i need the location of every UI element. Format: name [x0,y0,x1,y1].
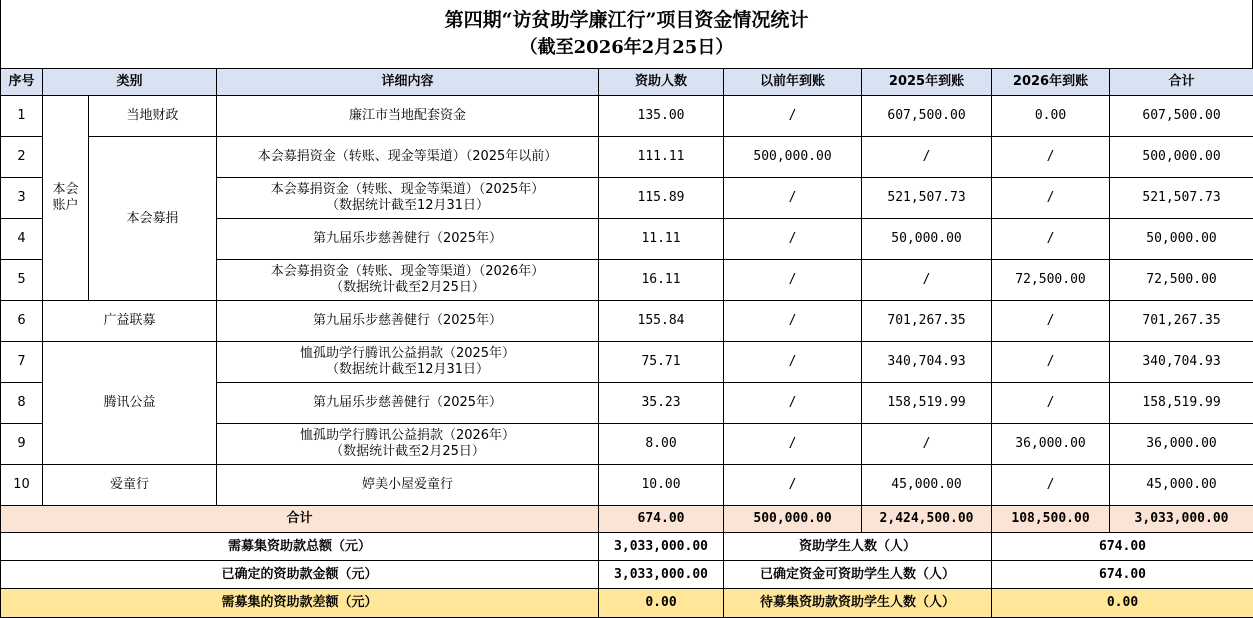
cell-tencent[interactable]: 腾讯公益 [43,342,217,465]
total-2026[interactable]: 108,500.00 [992,506,1110,533]
pending-students-label[interactable]: 待募集资助款资助学生人数（人） [724,589,992,618]
cell-detail[interactable]: 婷美小屋爱童行 [217,465,599,506]
cell-2025[interactable]: / [862,260,992,301]
cell-2025[interactable]: 701,267.35 [862,301,992,342]
cell-2026[interactable]: / [992,465,1110,506]
group-label-own-account: 本会账户 [52,182,79,213]
cell-total[interactable]: 36,000.00 [1110,424,1253,465]
summary-row-need [1,533,1253,561]
cell-total[interactable]: 340,704.93 [1110,342,1253,383]
confirmed-value[interactable]: 3,033,000.00 [599,561,724,589]
cell-no[interactable]: 4 [1,219,43,260]
cell-2025[interactable]: / [862,137,992,178]
total-row [1,506,1253,533]
table-header-row [1,69,1253,96]
cell-aitong[interactable]: 爱童行 [43,465,217,506]
header-2025[interactable]: 2025年到账 [862,69,992,96]
cell-detail[interactable] [217,260,599,301]
cell-detail[interactable] [217,424,599,465]
cell-guangyi[interactable]: 广益联募 [43,301,217,342]
detail-line: （数据统计截至12月31日） [325,362,490,377]
detail-line: 本会募捐资金（转账、现金等渠道）（2026年） [270,264,545,279]
cell-before[interactable]: / [724,383,862,424]
total-sum[interactable]: 3,033,000.00 [1110,506,1253,533]
cell-2026[interactable]: 72,500.00 [992,260,1110,301]
table-row [1,137,1253,178]
cell-before[interactable]: / [724,342,862,383]
header-no[interactable]: 序号 [1,69,43,96]
gap-label[interactable]: 需募集的资助款差额（元） [1,589,599,618]
cell-no[interactable]: 5 [1,260,43,301]
detail-line: （数据统计截至2月25日） [330,280,485,295]
confirmed-students-value[interactable]: 674.00 [992,561,1253,589]
cell-students[interactable]: 8.00 [599,424,724,465]
summary-row-confirmed [1,561,1253,589]
cell-total[interactable]: 607,500.00 [1110,96,1253,137]
cell-2026[interactable]: / [992,301,1110,342]
detail-line: （数据统计截至12月31日） [325,198,490,213]
cell-before[interactable]: / [724,260,862,301]
cell-no[interactable]: 8 [1,383,43,424]
detail-line: 恤孤助学行腾讯公益捐款（2025年） [299,346,516,361]
cell-own-fundraising[interactable]: 本会募捐 [89,137,217,301]
total-2025[interactable]: 2,424,500.00 [862,506,992,533]
cell-2026[interactable]: / [992,178,1110,219]
cell-local-finance[interactable]: 当地财政 [89,96,217,137]
need-total-value[interactable]: 3,033,000.00 [599,533,724,561]
cell-detail[interactable] [217,342,599,383]
cell-before[interactable]: / [724,465,862,506]
cell-total[interactable]: 72,500.00 [1110,260,1253,301]
cell-no[interactable]: 10 [1,465,43,506]
header-2026[interactable]: 2026年到账 [992,69,1110,96]
header-before[interactable]: 以前年到账 [724,69,862,96]
cell-2026[interactable]: / [992,137,1110,178]
page-title: 第四期“访贫助学廉江行”项目资金情况统计 [444,9,809,31]
cell-students[interactable]: 115.89 [599,178,724,219]
header-students[interactable]: 资助人数 [599,69,724,96]
cell-students[interactable]: 11.11 [599,219,724,260]
detail-line: 恤孤助学行腾讯公益捐款（2026年） [299,428,516,443]
cell-2025[interactable]: 45,000.00 [862,465,992,506]
cell-2026[interactable]: / [992,342,1110,383]
cell-2026[interactable]: 36,000.00 [992,424,1110,465]
total-students[interactable]: 674.00 [599,506,724,533]
header-detail[interactable]: 详细内容 [217,69,599,96]
cell-before[interactable]: / [724,96,862,137]
cell-before[interactable]: / [724,301,862,342]
table-row [1,96,1253,137]
cell-total[interactable]: 45,000.00 [1110,465,1253,506]
cell-no[interactable]: 3 [1,178,43,219]
confirmed-label[interactable]: 已确定的资助款金额（元） [1,561,599,589]
students-label[interactable]: 资助学生人数（人） [724,533,992,561]
cell-2026[interactable]: 0.00 [992,96,1110,137]
header-category[interactable]: 类别 [43,69,217,96]
cell-total[interactable]: 701,267.35 [1110,301,1253,342]
cell-2025[interactable]: / [862,424,992,465]
cell-no[interactable]: 9 [1,424,43,465]
header-total[interactable]: 合计 [1110,69,1253,96]
cell-detail[interactable]: 第九届乐步慈善健行（2025年） [217,219,599,260]
cell-detail[interactable]: 本会募捐资金（转账、现金等渠道）（2025年以前） [217,137,599,178]
table-row [1,301,1253,342]
confirmed-students-label[interactable]: 已确定资金可资助学生人数（人） [724,561,992,589]
cell-no[interactable]: 1 [1,96,43,137]
summary-row-gap [1,589,1253,618]
cell-2025[interactable]: 340,704.93 [862,342,992,383]
table-row [1,465,1253,506]
table-row [1,342,1253,383]
pending-students-value[interactable]: 0.00 [992,589,1253,618]
cell-no[interactable]: 2 [1,137,43,178]
cell-before[interactable]: 500,000.00 [724,137,862,178]
cell-students[interactable]: 10.00 [599,465,724,506]
cell-detail[interactable]: 第九届乐步慈善健行（2025年） [217,301,599,342]
cell-2025[interactable]: 521,507.73 [862,178,992,219]
cell-students[interactable]: 135.00 [599,96,724,137]
total-label[interactable]: 合计 [1,506,599,533]
cell-students[interactable]: 111.11 [599,137,724,178]
cell-students[interactable]: 16.11 [599,260,724,301]
need-total-label[interactable]: 需募集资助款总额（元） [1,533,599,561]
cell-students[interactable]: 75.71 [599,342,724,383]
cell-2025[interactable]: 607,500.00 [862,96,992,137]
detail-line: （数据统计截至2月25日） [330,444,485,459]
cell-detail[interactable] [217,178,599,219]
cell-2026[interactable]: / [992,383,1110,424]
cell-before[interactable]: / [724,424,862,465]
students-value[interactable]: 674.00 [992,533,1253,561]
detail-line: 本会募捐资金（转账、现金等渠道）（2025年） [270,182,545,197]
cell-group-own-account[interactable] [43,96,89,301]
cell-2025[interactable]: 50,000.00 [862,219,992,260]
cell-2025[interactable]: 158,519.99 [862,383,992,424]
total-before[interactable]: 500,000.00 [724,506,862,533]
cell-total[interactable]: 158,519.99 [1110,383,1253,424]
cell-students[interactable]: 35.23 [599,383,724,424]
title-block [0,0,1253,68]
cell-detail[interactable]: 廉江市当地配套资金 [217,96,599,137]
cell-detail[interactable]: 第九届乐步慈善健行（2025年） [217,383,599,424]
cell-before[interactable]: / [724,219,862,260]
cell-total[interactable]: 50,000.00 [1110,219,1253,260]
cell-students[interactable]: 155.84 [599,301,724,342]
funding-table [0,68,1253,618]
gap-value[interactable]: 0.00 [599,589,724,618]
cell-total[interactable]: 500,000.00 [1110,137,1253,178]
cell-total[interactable]: 521,507.73 [1110,178,1253,219]
cell-2026[interactable]: / [992,219,1110,260]
page-subtitle: （截至2026年2月25日） [519,37,734,58]
cell-no[interactable]: 6 [1,301,43,342]
cell-no[interactable]: 7 [1,342,43,383]
cell-before[interactable]: / [724,178,862,219]
